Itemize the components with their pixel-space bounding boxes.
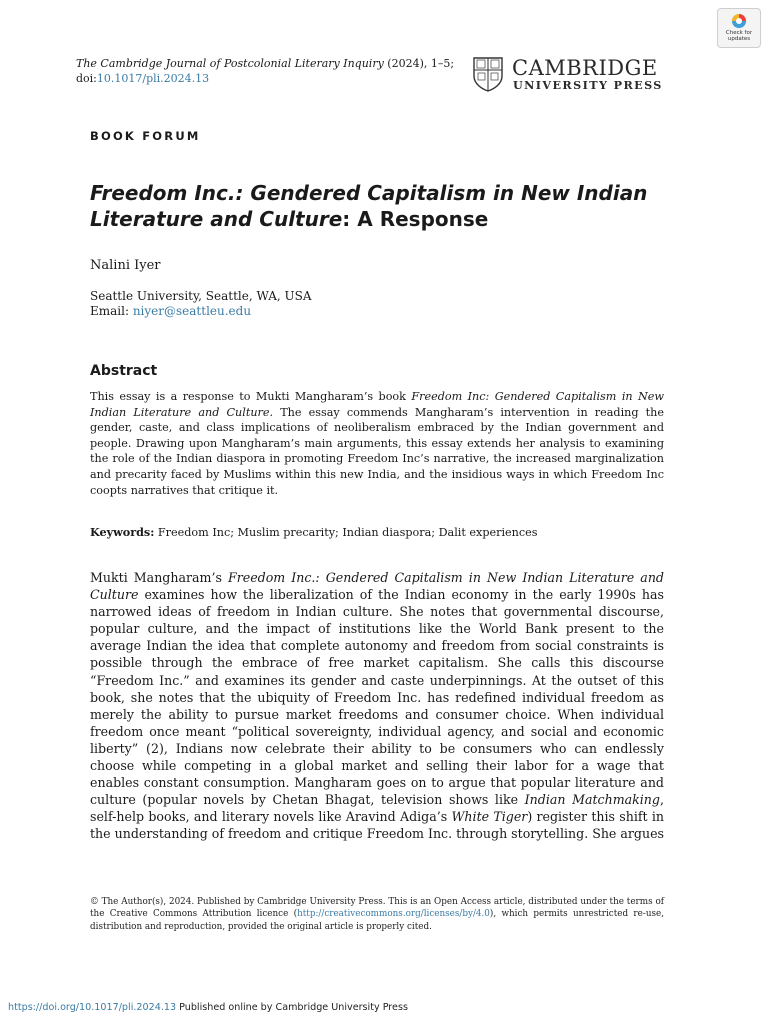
cambridge-logo [472, 56, 668, 94]
title-book-name: Freedom Inc.: Gendered Capitalism in New Indian Literature and Culture [90, 181, 648, 231]
bottom-doi-link[interactable]: https://doi.org/10.1017/pli.2024.13 [8, 1002, 177, 1013]
body-text-4: ) register this shift in the understanding of freedom and critique Freedom Inc. through storytelling. She argues [90, 809, 665, 842]
body-book-title: Freedom Inc.: Gendered Capitalism in New Indian Literature and Culture [90, 570, 664, 603]
body-paragraph [90, 569, 664, 843]
title-suffix: : A Response [342, 207, 489, 231]
body-novel-title: White Tiger [451, 809, 528, 825]
author-affiliation-block [90, 289, 312, 319]
check-for-updates-badge[interactable] [717, 8, 761, 48]
license-link[interactable]: http://creativecommons.org/licenses/by/4.0 [297, 909, 490, 920]
journal-year-pages: (2024), 1–5; [383, 57, 455, 70]
doi-prefix: doi: [76, 72, 97, 85]
abstract-heading: Abstract [90, 363, 158, 379]
abstract-part-2: . The essay commends Mangharam’s intervention in reading the gender, caste, and class implications of neoliberalism embraced by the Indian government and people. Drawing upon Mangharam’s main arguments, this essay extends her analysis to examining the role of the Indian diaspora in promoting Freedom Inc’s narrative, the increased marginalization and precarity faced by Muslims within this new India, and the insidious ways in which Freedom Inc coopts narratives that critique it. [90, 405, 664, 497]
badge-label [718, 30, 760, 42]
abstract-part-1: This essay is a response to Mukti Mangharam’s book [90, 390, 412, 403]
body-text-1: Mukti Mangharam’s [90, 570, 228, 585]
abstract-text [90, 389, 664, 498]
keywords-label: Keywords: [90, 525, 155, 539]
publisher-name: CAMBRIDGE [512, 56, 658, 80]
affiliation: Seattle University, Seattle, WA, USA [90, 289, 312, 303]
keywords-list: Freedom Inc; Muslim precarity; Indian diaspora; Dalit experiences [154, 526, 538, 539]
doi-link[interactable]: 10.1017/pli.2024.13 [96, 72, 210, 85]
author-name: Nalini Iyer [90, 258, 161, 273]
section-label: BOOK FORUM [90, 129, 201, 143]
body-text-2: examines how the liberalization of the Indian economy in the early 1990s has narrowed ideas of freedom in Indian culture. She notes that governmental discourse, popular culture, and the impact of institutions like the World Bank present to the average Indian the idea that complete autonomy and freedom from social constraints is possible through the embrace of free market capitalism. She calls this discourse “Freedom Inc.” and examines its gender and caste underpinnings. At the outset of this book, she notes that the ubiquity of Freedom Inc. has redefined individual freedom as merely the ability to pursue market freedoms and consumer choice. When individual freedom once meant “political sovereignty, individual agency, and social and economic liberty” (2), Indians now celebrate their ability to be consumers who can endlessly choose while competing in a global market and selling their labor for a wage that enables constant consumption. Mangharam goes on to argue that popular literature and culture (popular novels by Chetan Bhagat, television shows like [90, 587, 664, 808]
license-text-2: ), which permits unrestricted re-use, distribution and reproduction, provided the original article is properly cited. [90, 909, 665, 932]
license-text-1: © The Author(s), 2024. Published by Cambridge University Press. This is an Open Access article, distributed under the terms of the Creative Commons Attribution licence ( [90, 897, 664, 920]
abstract-book-title: Freedom Inc: Gendered Capitalism in New Indian Literature and Culture [90, 390, 664, 419]
badge-line-2: updates [727, 36, 751, 42]
body-text-3: , self-help books, and literary novels like Aravind Adiga’s [90, 792, 664, 825]
email-label: Email: [90, 304, 133, 318]
crossmark-icon [731, 13, 747, 29]
journal-name: The Cambridge Journal of Postcolonial Literary Inquiry [76, 57, 384, 70]
cambridge-shield-icon [472, 56, 504, 92]
published-online-text: Published online by Cambridge University Press [176, 1002, 408, 1013]
email-link[interactable]: niyer@seattleu.edu [132, 304, 252, 318]
publisher-subname: UNIVERSITY PRESS [513, 78, 663, 92]
badge-line-1: Check for [725, 30, 753, 36]
journal-citation [76, 56, 456, 86]
article-title [90, 180, 690, 232]
license-note [90, 896, 664, 933]
published-online-line [8, 1002, 408, 1013]
body-show-title: Indian Matchmaking [524, 792, 660, 808]
keywords [90, 525, 664, 539]
